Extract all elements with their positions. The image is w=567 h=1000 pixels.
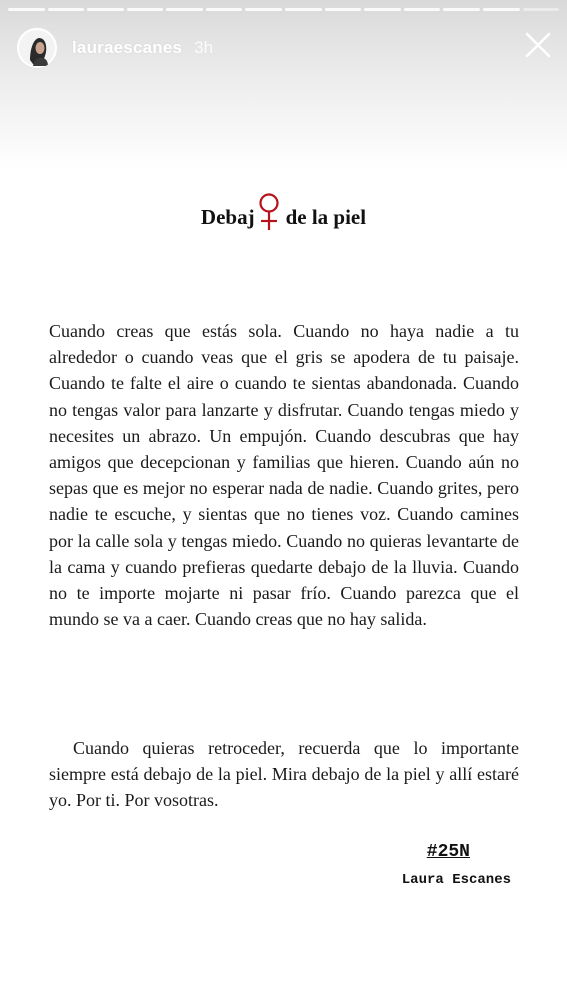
title-part-after: de la piel (285, 205, 367, 229)
close-icon (525, 32, 551, 58)
story-username[interactable]: lauraescanes (72, 38, 183, 57)
close-button[interactable] (523, 30, 553, 60)
profile-photo-icon (19, 30, 55, 66)
progress-segment (166, 8, 203, 11)
progress-segment (87, 8, 124, 11)
progress-segment (404, 8, 441, 11)
progress-segment (523, 8, 560, 11)
progress-segment (48, 8, 85, 11)
progress-segment (364, 8, 401, 11)
avatar[interactable] (16, 27, 58, 69)
progress-segment (483, 8, 520, 11)
progress-segment (285, 8, 322, 11)
progress-segment (325, 8, 362, 11)
body-paragraph: Cuando creas que estás sola. Cuando no haya nadie a tu alrededor o cuando veas que el gris se apodera de tu paisaje. Cuando te falte el aire o cuando te sientas abandonada. Cuando no tengas valor para lanzarte y disfrutar. Cuando tengas miedo y necesites un abrazo. Un empujón. Cuando descubras que hay amigos que decepcionan y familias que hieren. Cuando aún no sepas que es mejor no esperar nada de nadie. Cuando grites, pero nadie te escuche, y sientas que no tienes voz. Cuando camines por la calle sola y tengas miedo. Cuando no quieras levantarte de la cama y cuando prefieras quedarte debajo de la lluvia. Cuando no te importe mojarte ni pasar frío. Cuando parezca que el mundo se va a caer. Cuando creas que no hay salida. (49, 321, 519, 630)
document-title (0, 186, 567, 230)
progress-segment (127, 8, 164, 11)
story-timestamp: 3h (194, 38, 214, 57)
story-progress-bar (8, 8, 559, 11)
closing-paragraph: Cuando quieras retroceder, recuerda que lo importante siempre está debajo de la piel. Mira debajo de la piel y allí estaré yo. Por ti. Por vosotras. (49, 738, 519, 811)
hashtag: #25N (426, 842, 470, 862)
progress-segment (206, 8, 243, 11)
progress-segment (443, 8, 480, 11)
story-header (16, 26, 213, 70)
female-venus-icon (256, 192, 282, 236)
progress-segment (245, 8, 282, 11)
signature: Laura Escanes (401, 872, 511, 888)
progress-segment (8, 8, 45, 11)
title-part-before: Debaj (200, 205, 255, 229)
